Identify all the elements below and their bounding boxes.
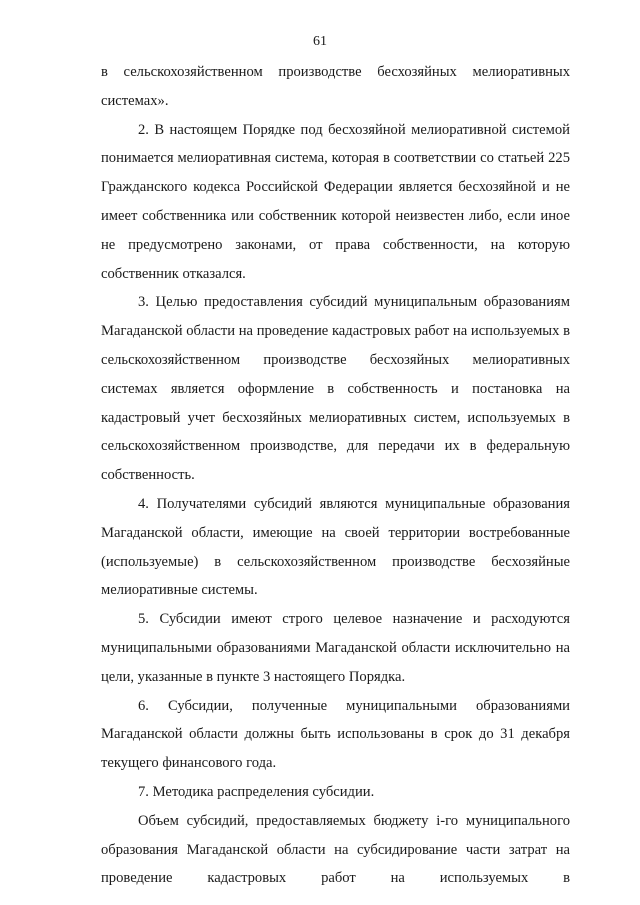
document-body [101, 58, 570, 893]
paragraph-3: 3. Целью предоставления субсидий муниципальным образованиям Магаданской области на проведение кадастровых работ на используемых в сельскохозяйственном производстве бесхозяйных мелиоративных системах является оформление в собственность и постановка на кадастровый учет бесхозяйных мелиоративных систем, используемых в сельскохозяйственном производстве, для передачи их в федеральную собственность. [101, 294, 570, 484]
paragraph-7-heading: 7. Методика распределения субсидии. [138, 783, 375, 800]
paragraph-6: 6. Субсидии, полученные муниципальными образованиями Магаданской области должны быть использованы в срок до 31 декабря текущего финансового года. [101, 697, 570, 772]
paragraph-4: 4. Получателями субсидий являются муниципальные образования Магаданской области, имеющие на своей территории востребованные (используемые) в сельскохозяйственном производстве бесхозяйные мелиоративные системы. [101, 495, 570, 599]
page-number: 61 [313, 34, 327, 49]
paragraph-8: Объем субсидий, предоставляемых бюджету i-го муниципального образования Магаданской области на субсидирование части затрат на проведение кадастровых работ на используемых в [101, 812, 570, 887]
paragraph-2: 2. В настоящем Порядке под бесхозяйной мелиоративной системой понимается мелиоративная система, которая в соответствии со статьей 225 Гражданского кодекса Российской Федерации является бесхозяйной и не имеет собственника или собственник которой неизвестен либо, если иное не предусмотрено законами, от права собственности, на которую собственник отказался. [101, 121, 570, 282]
paragraph-5: 5. Субсидии имеют строго целевое назначение и расходуются муниципальными образованиями Магаданской области исключительно на цели, указанные в пункте 3 настоящего Порядка. [101, 611, 570, 685]
paragraph-1-continuation: в сельскохозяйственном производстве бесхозяйных мелиоративных системах». [101, 64, 570, 109]
